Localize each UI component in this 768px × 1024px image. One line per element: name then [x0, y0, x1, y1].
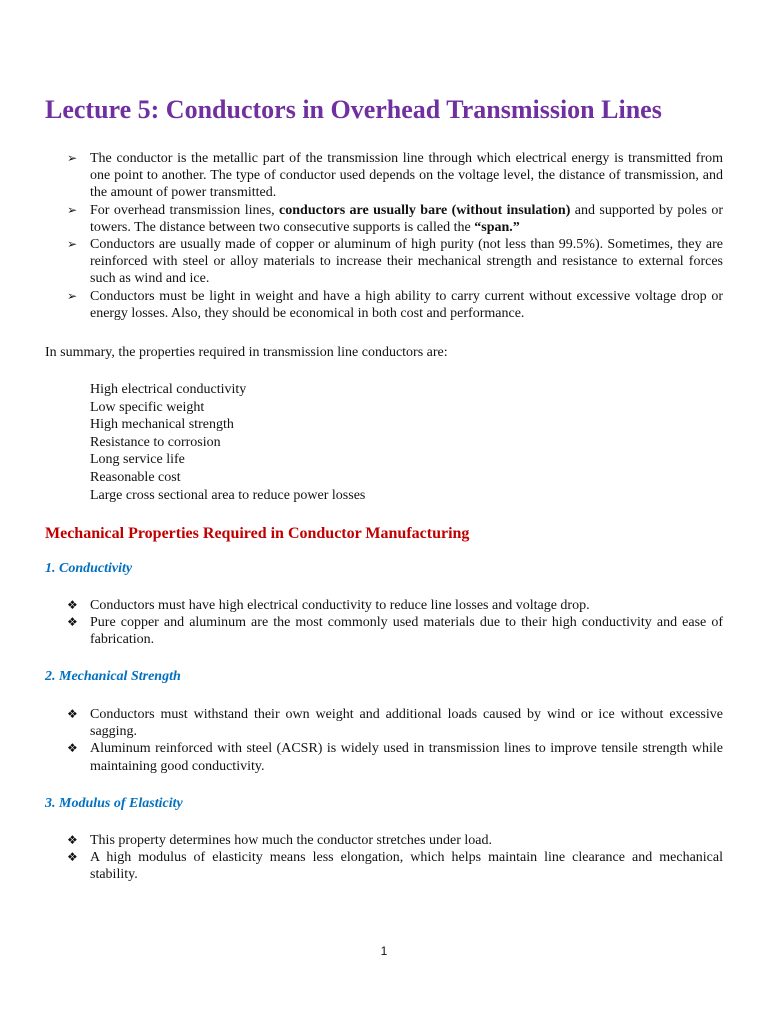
list-item: ❖ Pure copper and aluminum are the most commonly used materials due to their high conductivity and ease of fabrication. [67, 615, 723, 648]
arrow-bullet-icon: ➢ [67, 288, 78, 303]
arrow-bullet-icon: ➢ [67, 202, 78, 217]
list-item: ❖ A high modulus of elasticity means less elongation, which helps maintain line clearance and mechanical stability. [67, 850, 723, 883]
list-item: Long service life [90, 452, 185, 468]
list-item: Reasonable cost [90, 469, 181, 485]
conductivity-bullet-list [67, 597, 723, 649]
list-item: ❖ Conductors must have high electrical conductivity to reduce line losses and voltage drop. [67, 598, 590, 613]
diamond-bullet-icon: ❖ [67, 833, 78, 847]
list-item: ➢ The conductor is the metallic part of the transmission line through which electrical energy is transmitted from one point to another. The type of conductor used depends on the voltage level, the distance of transmission, and the amount of power transmitted. [67, 151, 723, 201]
list-item: ➢ For overhead transmission lines, conductors are usually bare (without insulation) and supported by poles or towers. The distance between two consecutive supports is called the “span.” [67, 202, 723, 235]
intro-bullet-list [67, 150, 723, 322]
list-item: High mechanical strength [90, 417, 234, 433]
list-item: Low specific weight [90, 399, 205, 415]
section-heading-conductivity: 1. Conductivity [45, 561, 133, 576]
page-number: 1 [380, 944, 388, 958]
list-item: ❖ Aluminum reinforced with steel (ACSR) is widely used in transmission lines to improve tensile strength while maintaining good conductivity. [67, 741, 723, 774]
arrow-bullet-icon: ➢ [67, 237, 78, 252]
list-item: Large cross sectional area to reduce power losses [90, 487, 366, 503]
diamond-bullet-icon: ❖ [67, 850, 78, 865]
properties-list [90, 381, 365, 504]
page-title: Lecture 5: Conductors in Overhead Transmission Lines [45, 95, 662, 124]
mechanical-strength-bullet-list [67, 706, 723, 775]
section-heading-modulus-of-elasticity: 3. Modulus of Elasticity [45, 796, 183, 811]
mechanical-properties-heading: Mechanical Properties Required in Conductor Manufacturing [45, 525, 470, 542]
section-heading-mechanical-strength: 2. Mechanical Strength [45, 669, 181, 684]
list-item: Resistance to corrosion [90, 434, 221, 450]
modulus-bullet-list [67, 832, 723, 884]
list-item: ➢ Conductors are usually made of copper or aluminum of high purity (not less than 99.5%). Sometimes, they are reinforced with steel or alloy materials to increase their mechanical strength and resistance to external forces such as wind and ice. [67, 237, 723, 287]
list-item: ❖ Conductors must withstand their own weight and additional loads caused by wind or ice without excessive sagging. [67, 707, 723, 740]
diamond-bullet-icon: ❖ [67, 598, 78, 612]
diamond-bullet-icon: ❖ [67, 741, 78, 756]
diamond-bullet-icon: ❖ [67, 707, 78, 721]
list-item: ➢ Conductors must be light in weight and have a high ability to carry current without excessive voltage drop or energy losses. Also, they should be economical in both cost and performance. [67, 288, 723, 321]
list-item: ❖ This property determines how much the conductor stretches under load. [67, 833, 492, 848]
summary-paragraph: In summary, the properties required in transmission line conductors are: [45, 345, 448, 360]
list-item: High electrical conductivity [90, 382, 247, 397]
arrow-bullet-icon: ➢ [67, 151, 78, 165]
diamond-bullet-icon: ❖ [67, 615, 78, 630]
